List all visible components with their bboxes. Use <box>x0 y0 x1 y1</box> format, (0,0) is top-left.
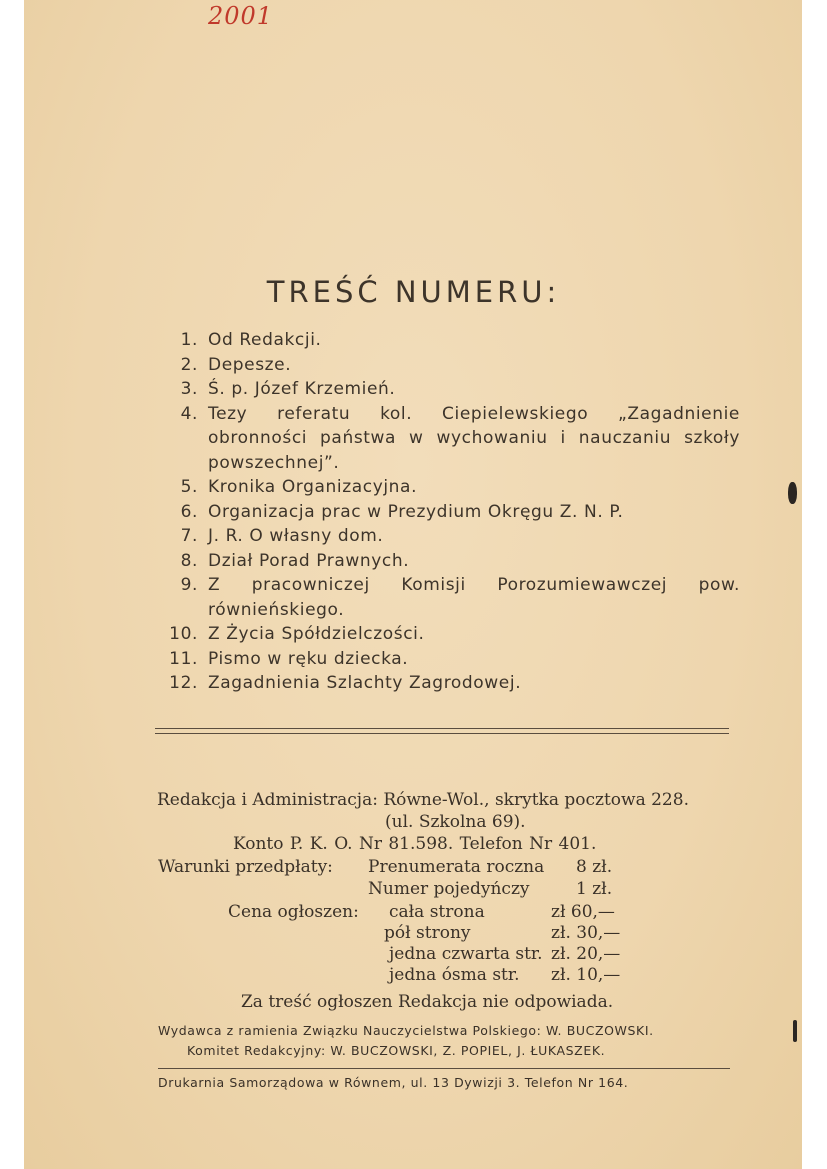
toc-text: Ś. p. Józef Krzemień. <box>208 379 396 399</box>
printer-line: Drukarnia Samorządowa w Równem, ul. 13 Dywizji 3. Telefon Nr 164. <box>158 1075 629 1090</box>
toc-item <box>150 549 740 574</box>
toc-number: 2. <box>180 354 198 375</box>
toc-item <box>150 402 740 476</box>
divider-line <box>155 733 729 734</box>
address-line-2: (ul. Szkolna 69). <box>385 812 526 832</box>
toc-item <box>150 377 740 402</box>
toc-number: 5. <box>180 477 198 497</box>
ads-price: zł. 20,— <box>551 944 621 964</box>
account-line: Konto P. K. O. Nr 81.598. Telefon Nr 401. <box>233 834 597 854</box>
ink-spot <box>788 482 797 504</box>
toc-text: Organizacja prac w Prezydium Okręgu Z. N. P. <box>208 501 624 522</box>
toc-text: Z pracowniczej Komisji Porozumiewawczej pow. równieńskiego. <box>208 575 740 620</box>
toc-item <box>150 524 740 549</box>
toc-text: Dział Porad Prawnych. <box>208 550 410 571</box>
toc-number: 11. <box>169 648 198 669</box>
address-line: Redakcja i Administracja: Równe-Wol., skrytka pocztowa 228. <box>157 790 689 810</box>
divider-line <box>155 728 729 729</box>
toc-number: 12. <box>169 673 198 693</box>
subscription-price: 8 zł. <box>576 857 613 877</box>
committee-line: Komitet Redakcyjny: W. BUCZOWSKI, Z. POPIEL, J. ŁUKASZEK. <box>187 1043 606 1058</box>
subscription-name: Prenumerata roczna <box>368 857 545 877</box>
toc-number: 10. <box>169 624 198 644</box>
toc-item <box>150 622 740 647</box>
toc-text: Kronika Organizacyjna. <box>208 477 418 497</box>
toc-item <box>150 475 740 500</box>
toc-number: 3. <box>180 379 198 399</box>
publisher-line: Wydawca z ramienia Związku Nauczycielstwa Polskiego: W. BUCZOWSKI. <box>158 1023 654 1038</box>
toc-number: 9. <box>180 575 198 595</box>
ads-name: jedna ósma str. <box>389 965 520 985</box>
handwritten-annotation: 2001 <box>208 2 274 30</box>
ads-price: zł 60,— <box>551 902 615 922</box>
ads-price: zł. 10,— <box>551 965 621 985</box>
toc-item <box>150 647 740 672</box>
ads-name: cała strona <box>389 902 485 922</box>
toc-text: Tezy referatu kol. Ciepielewskiego „Zagadnienie obronności państwa w wychowaniu i nauczaniu szkoły powszechnej”. <box>208 403 740 473</box>
table-of-contents <box>150 328 740 696</box>
disclaimer: Za treść ogłoszen Redakcja nie odpowiada. <box>241 992 614 1012</box>
toc-number: 1. <box>180 330 198 350</box>
toc-item <box>150 353 740 378</box>
toc-item <box>150 573 740 622</box>
ink-spot <box>793 1020 797 1042</box>
ads-name: pół strony <box>384 923 471 943</box>
toc-number: 4. <box>180 403 198 424</box>
toc-item <box>150 500 740 525</box>
double-rule-divider <box>155 728 729 738</box>
subscription-price: 1 zł. <box>576 879 613 899</box>
ads-name: jedna czwarta str. <box>389 944 543 964</box>
toc-item <box>150 671 740 696</box>
toc-text: Od Redakcji. <box>208 330 322 350</box>
bottom-divider <box>158 1068 730 1069</box>
ads-price: zł. 30,— <box>551 923 621 943</box>
ads-label: Cena ogłoszen: <box>228 902 359 922</box>
toc-item <box>150 328 740 353</box>
subscription-name: Numer pojedyńczy <box>368 879 530 899</box>
toc-text: Z Życia Spółdzielczości. <box>208 624 425 644</box>
toc-text: Depesze. <box>208 354 292 375</box>
toc-text: J. R. O własny dom. <box>208 526 384 546</box>
toc-number: 7. <box>180 526 198 546</box>
page-title: TREŚĆ NUMERU: <box>266 275 561 309</box>
subscription-label: Warunki przedpłaty: <box>158 857 333 877</box>
toc-number: 8. <box>180 550 198 571</box>
toc-number: 6. <box>180 501 198 522</box>
toc-text: Pismo w ręku dziecka. <box>208 648 409 669</box>
toc-text: Zagadnienia Szlachty Zagrodowej. <box>208 673 522 693</box>
